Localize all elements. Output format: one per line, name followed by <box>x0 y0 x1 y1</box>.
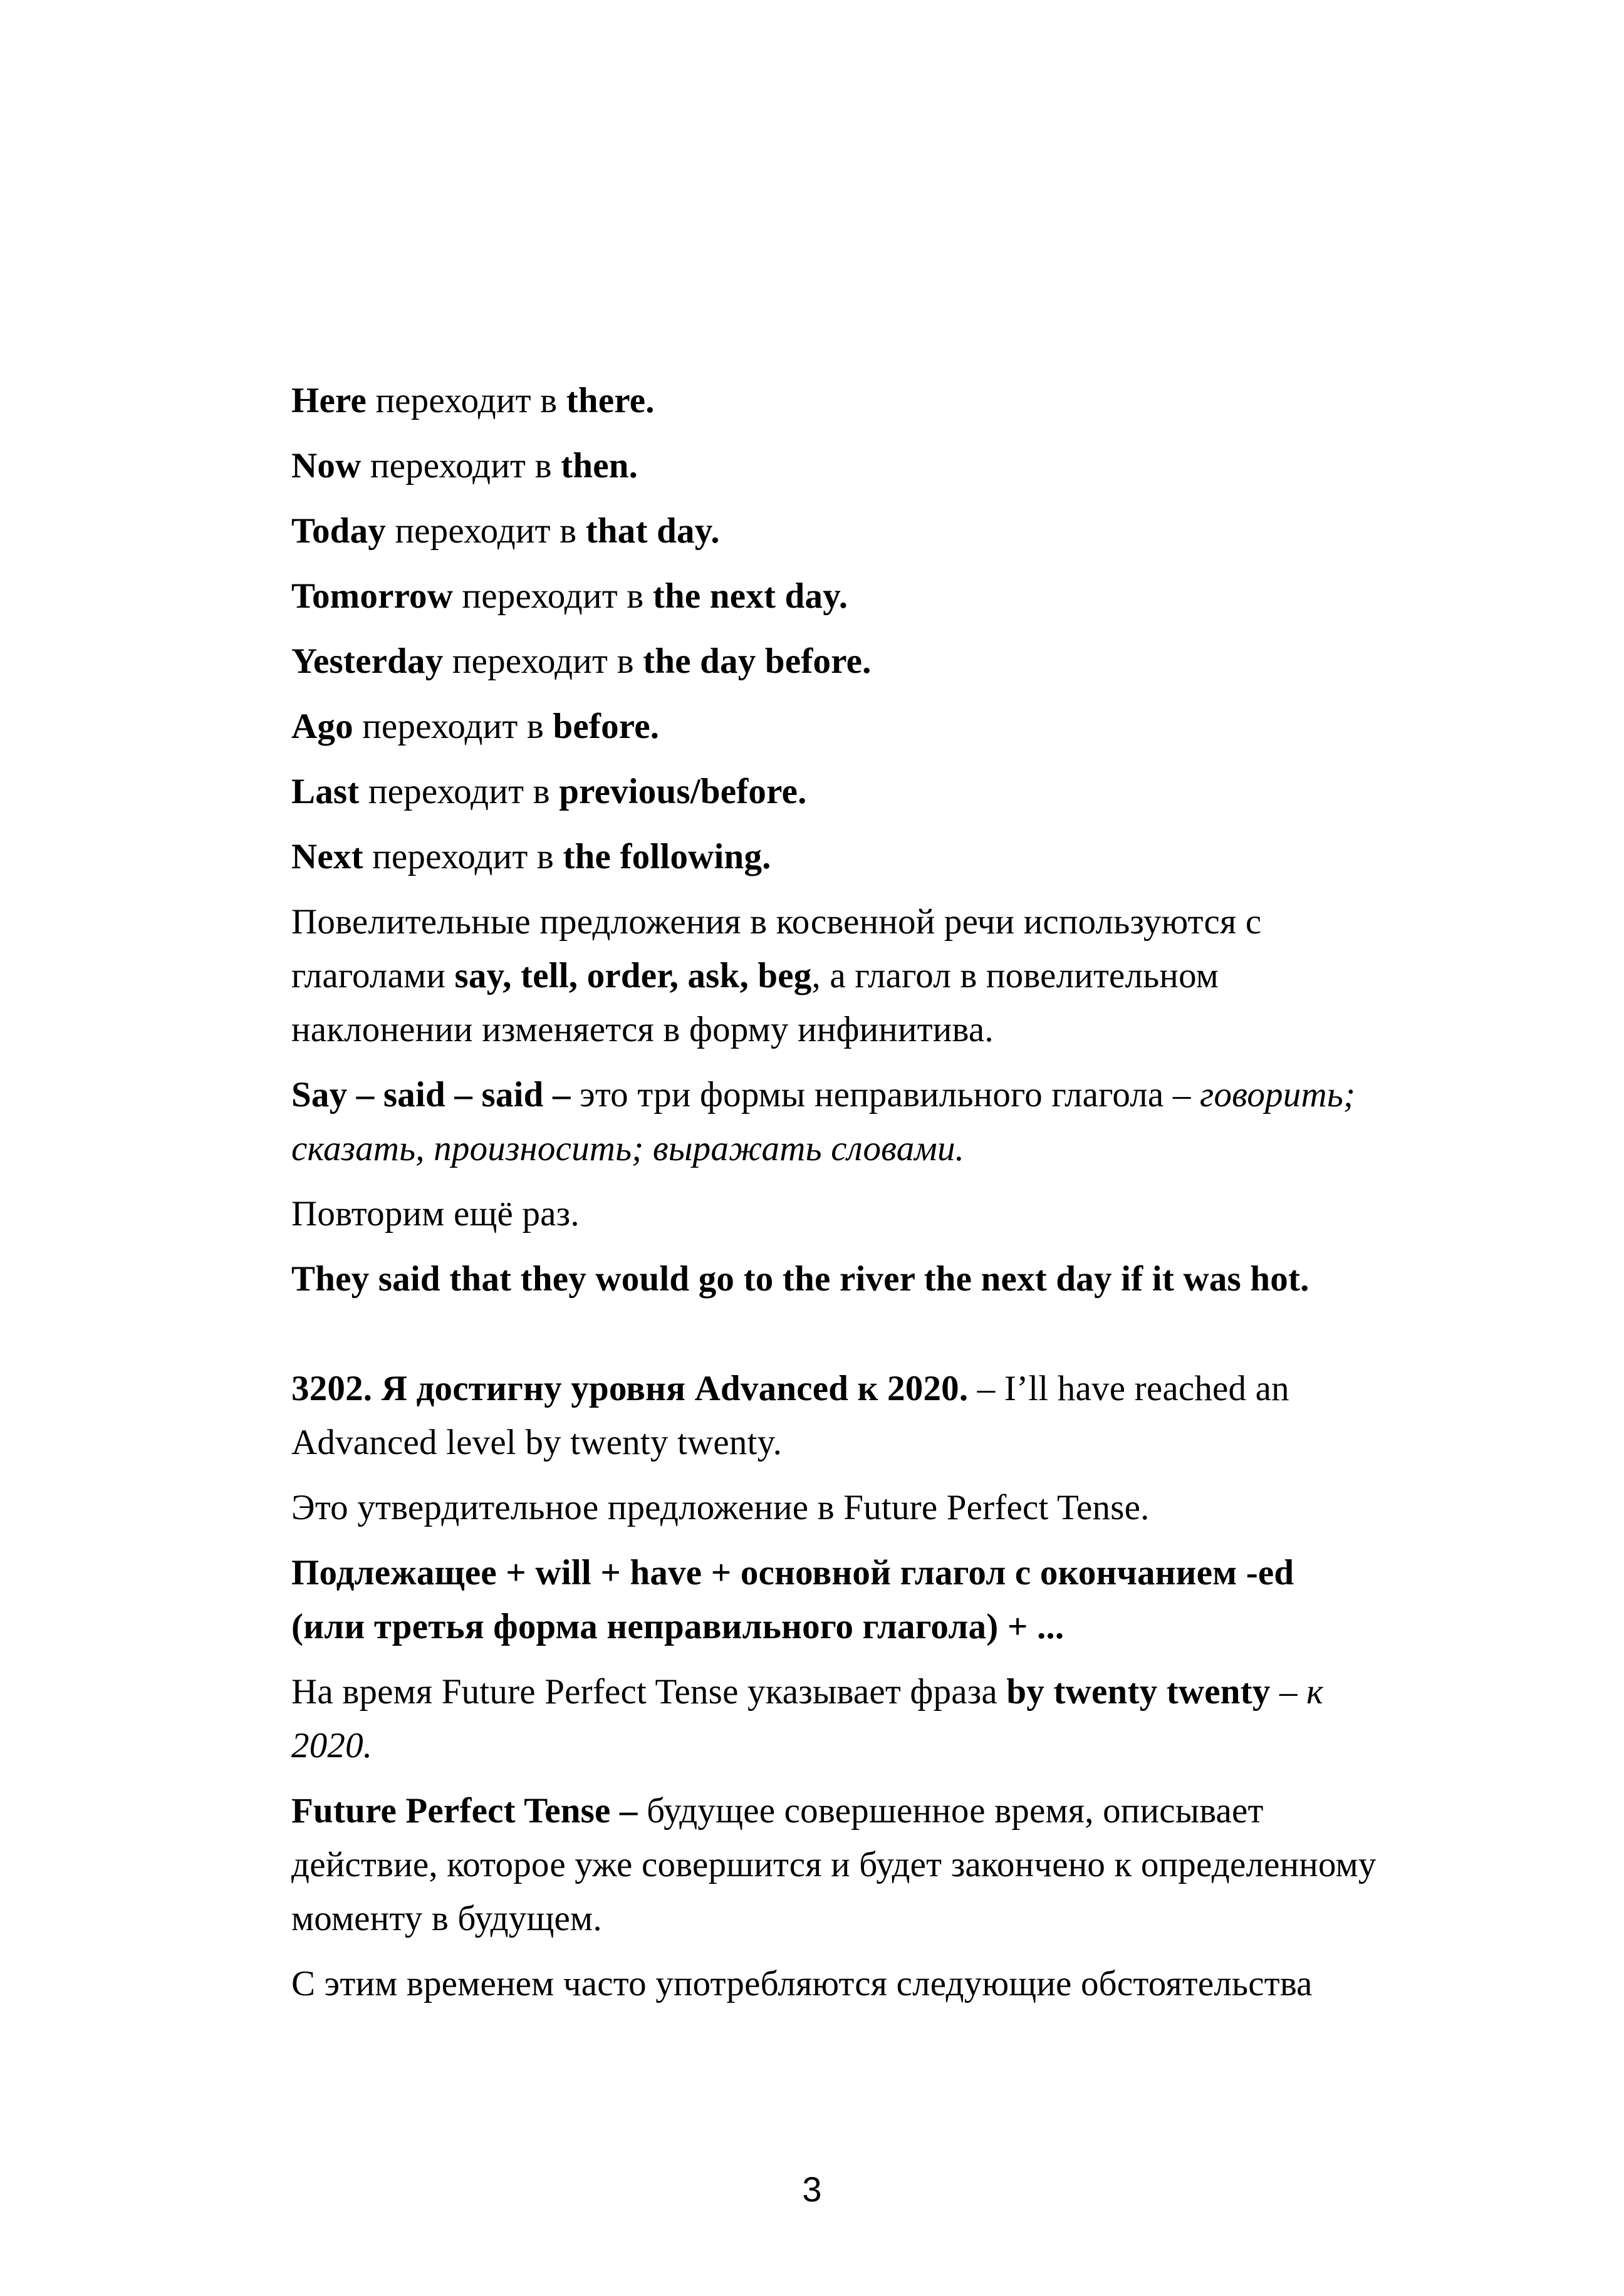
text-run: сказать, произносить; выражать словами. <box>291 1129 965 1168</box>
text-run: переходит в <box>363 837 563 876</box>
text-run: Last <box>291 772 360 811</box>
text-run: действие, которое уже совершится и будет закончено к определенному <box>291 1845 1377 1884</box>
text-run: Here <box>291 381 367 420</box>
text-run: there. <box>566 381 655 420</box>
text-run: the next day. <box>652 576 848 616</box>
text-run: by twenty twenty <box>1006 1672 1271 1712</box>
paragraph <box>291 1957 1544 2011</box>
text-run: переходит в <box>367 381 566 420</box>
text-run: Подлежащее + will + have + основной глагол с окончанием -ed <box>291 1553 1294 1592</box>
text-run: 2020. <box>291 1726 373 1765</box>
text-run: На время Future Perfect Tense указывает фраза <box>291 1672 1007 1712</box>
text-run: Next <box>291 837 363 876</box>
text-run: They said that they would go to the river the next day if it was hot. <box>291 1259 1309 1299</box>
paragraph <box>291 439 1544 493</box>
page-number: 3 <box>802 2169 822 2209</box>
text-run: Это утвердительное предложение в Future Perfect Tense. <box>291 1488 1150 1527</box>
paragraph <box>291 700 1544 754</box>
text-run: к <box>1306 1672 1324 1712</box>
text-run: the day before. <box>643 642 872 681</box>
paragraph <box>291 1784 1544 1946</box>
paragraph <box>291 1068 1544 1176</box>
paragraph <box>291 1362 1544 1470</box>
text-run: Повторим ещё раз. <box>291 1194 580 1234</box>
text-run: , а глагол в повелительном <box>811 956 1219 995</box>
paragraph <box>291 635 1544 688</box>
text-run: previous/before. <box>559 772 807 811</box>
paragraph <box>291 830 1544 884</box>
text-run: Say – said – said – <box>291 1075 571 1114</box>
paragraph <box>291 1546 1544 1654</box>
text-run: Tomorrow <box>291 576 454 616</box>
text-run: – I’ll have reached an <box>968 1369 1289 1408</box>
paragraph <box>291 374 1544 428</box>
paragraph <box>291 1481 1544 1535</box>
text-run: это три формы неправильного глагола – <box>570 1075 1200 1114</box>
text-run: С этим временем часто употребляются следующие обстоятельства <box>291 1964 1313 2003</box>
text-run: моменту в будущем. <box>291 1899 602 1938</box>
paragraph <box>291 504 1544 558</box>
paragraph <box>291 765 1544 819</box>
text-run: Yesterday <box>291 642 444 681</box>
text-run: переходит в <box>359 772 560 811</box>
paragraph <box>291 1665 1544 1773</box>
text-run: – <box>1270 1672 1307 1712</box>
text-run: Now <box>291 446 362 486</box>
text-run: Повелительные предложения в косвенной речи используются с <box>291 902 1262 942</box>
text-run: Future Perfect Tense – <box>291 1791 638 1831</box>
text-run: говорить; <box>1200 1075 1356 1114</box>
page-content <box>291 374 1544 2022</box>
text-run: переходит в <box>361 446 561 486</box>
text-run: наклонении изменяется в форму инфинитива. <box>291 1010 994 1049</box>
text-run: будущее совершенное время, описывает <box>637 1791 1264 1831</box>
text-run: Ago <box>291 707 353 746</box>
paragraph <box>291 895 1544 1057</box>
text-run: (или третья форма неправильного глагола) + ... <box>291 1607 1064 1646</box>
text-run: переходит в <box>443 642 643 681</box>
text-run: глаголами <box>291 956 455 995</box>
paragraph <box>291 1252 1544 1306</box>
text-run: переходит в <box>386 511 586 551</box>
text-run: 3202. Я достигну уровня Advanced к 2020. <box>291 1369 969 1408</box>
text-run: Advanced level by twenty twenty. <box>291 1423 783 1462</box>
text-run: the following. <box>563 837 771 876</box>
text-run: переходит в <box>353 707 553 746</box>
text-run: переходит в <box>453 576 653 616</box>
text-run: say, tell, order, ask, beg <box>454 956 812 995</box>
paragraph <box>291 569 1544 623</box>
text-run: then. <box>561 446 638 486</box>
text-run: that day. <box>585 511 720 551</box>
text-run: Today <box>291 511 386 551</box>
text-run: before. <box>553 707 660 746</box>
paragraph <box>291 1187 1544 1241</box>
